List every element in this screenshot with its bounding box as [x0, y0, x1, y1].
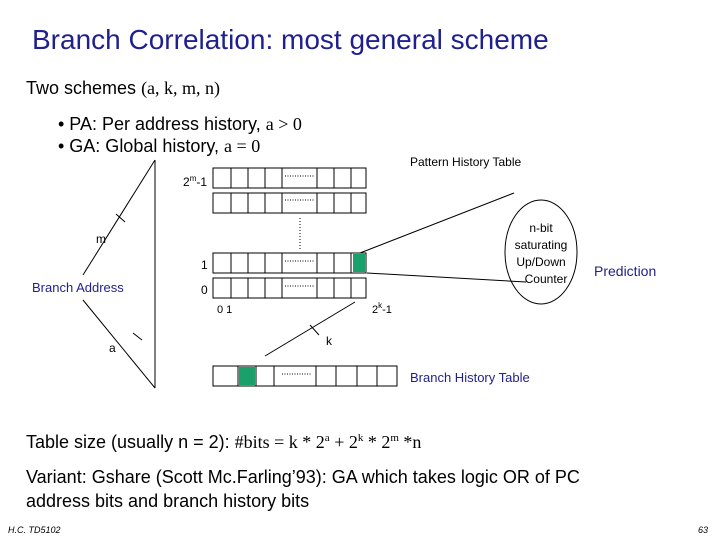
intro-text: Two schemes — [26, 78, 137, 98]
bullet-pa-cond: a > 0 — [265, 114, 302, 134]
svg-text:Up/Down: Up/Down — [516, 255, 566, 269]
a-label: a — [109, 341, 116, 355]
pht-selected-counter — [353, 254, 365, 272]
branch-address-label: Branch Address — [32, 280, 124, 295]
row-0-label: 0 — [201, 283, 208, 297]
svg-text:saturating: saturating — [514, 238, 568, 252]
footer-page-number: 63 — [698, 525, 709, 535]
k-label: k — [326, 334, 332, 348]
a-bits-line — [83, 300, 155, 388]
pht-label: Pattern History Table — [410, 155, 522, 169]
counter-pointer-bottom — [367, 273, 526, 282]
pht-row-second — [213, 193, 366, 213]
pht-row-1 — [213, 253, 366, 273]
counter-label — [515, 221, 568, 286]
bullet-ga-text: • GA: Global history, — [58, 136, 220, 156]
table-size-text: Table size (usually n = 2): — [26, 432, 230, 452]
page-title: Branch Correlation: most general scheme — [32, 24, 549, 55]
m-bits-line — [83, 160, 155, 275]
row-top-label: 2$^m$-1 — [183, 174, 208, 189]
prediction-label: Prediction — [594, 263, 657, 279]
svg-text:Counter: Counter — [524, 272, 568, 286]
m-label: m — [96, 232, 106, 246]
variant-line-2: address bits and branch history bits — [26, 491, 310, 511]
table-size-line — [26, 432, 421, 453]
bullet-pa-text: • PA: Per address history, — [58, 114, 261, 134]
variant-line-1: Variant: Gshare (Scott Mc.Farling’93): GA which takes logic OR of PC — [26, 467, 580, 487]
counter-pointer-top — [360, 193, 514, 253]
row-1-label: 1 — [201, 258, 208, 272]
table-size-formula: #bits = $k * 2^a + 2^k * 2^m$ *n — [234, 432, 422, 452]
col-start-label: 0 1 — [217, 304, 233, 316]
bht-label: Branch History Table — [410, 370, 530, 385]
counter-ellipse — [505, 200, 577, 304]
svg-text:n-bit: n-bit — [529, 221, 553, 235]
bht-selected-entry — [239, 367, 255, 385]
intro-params: (a, k, m, n) — [141, 78, 221, 98]
footer-author: H.C. TD5102 — [8, 525, 61, 535]
pht-row-0 — [213, 278, 366, 298]
pht-row-top — [213, 168, 366, 188]
k-bits-line — [265, 302, 355, 356]
bullet-ga-cond: a = 0 — [224, 136, 261, 156]
col-end-label: 2$^k$-1 — [372, 301, 392, 316]
